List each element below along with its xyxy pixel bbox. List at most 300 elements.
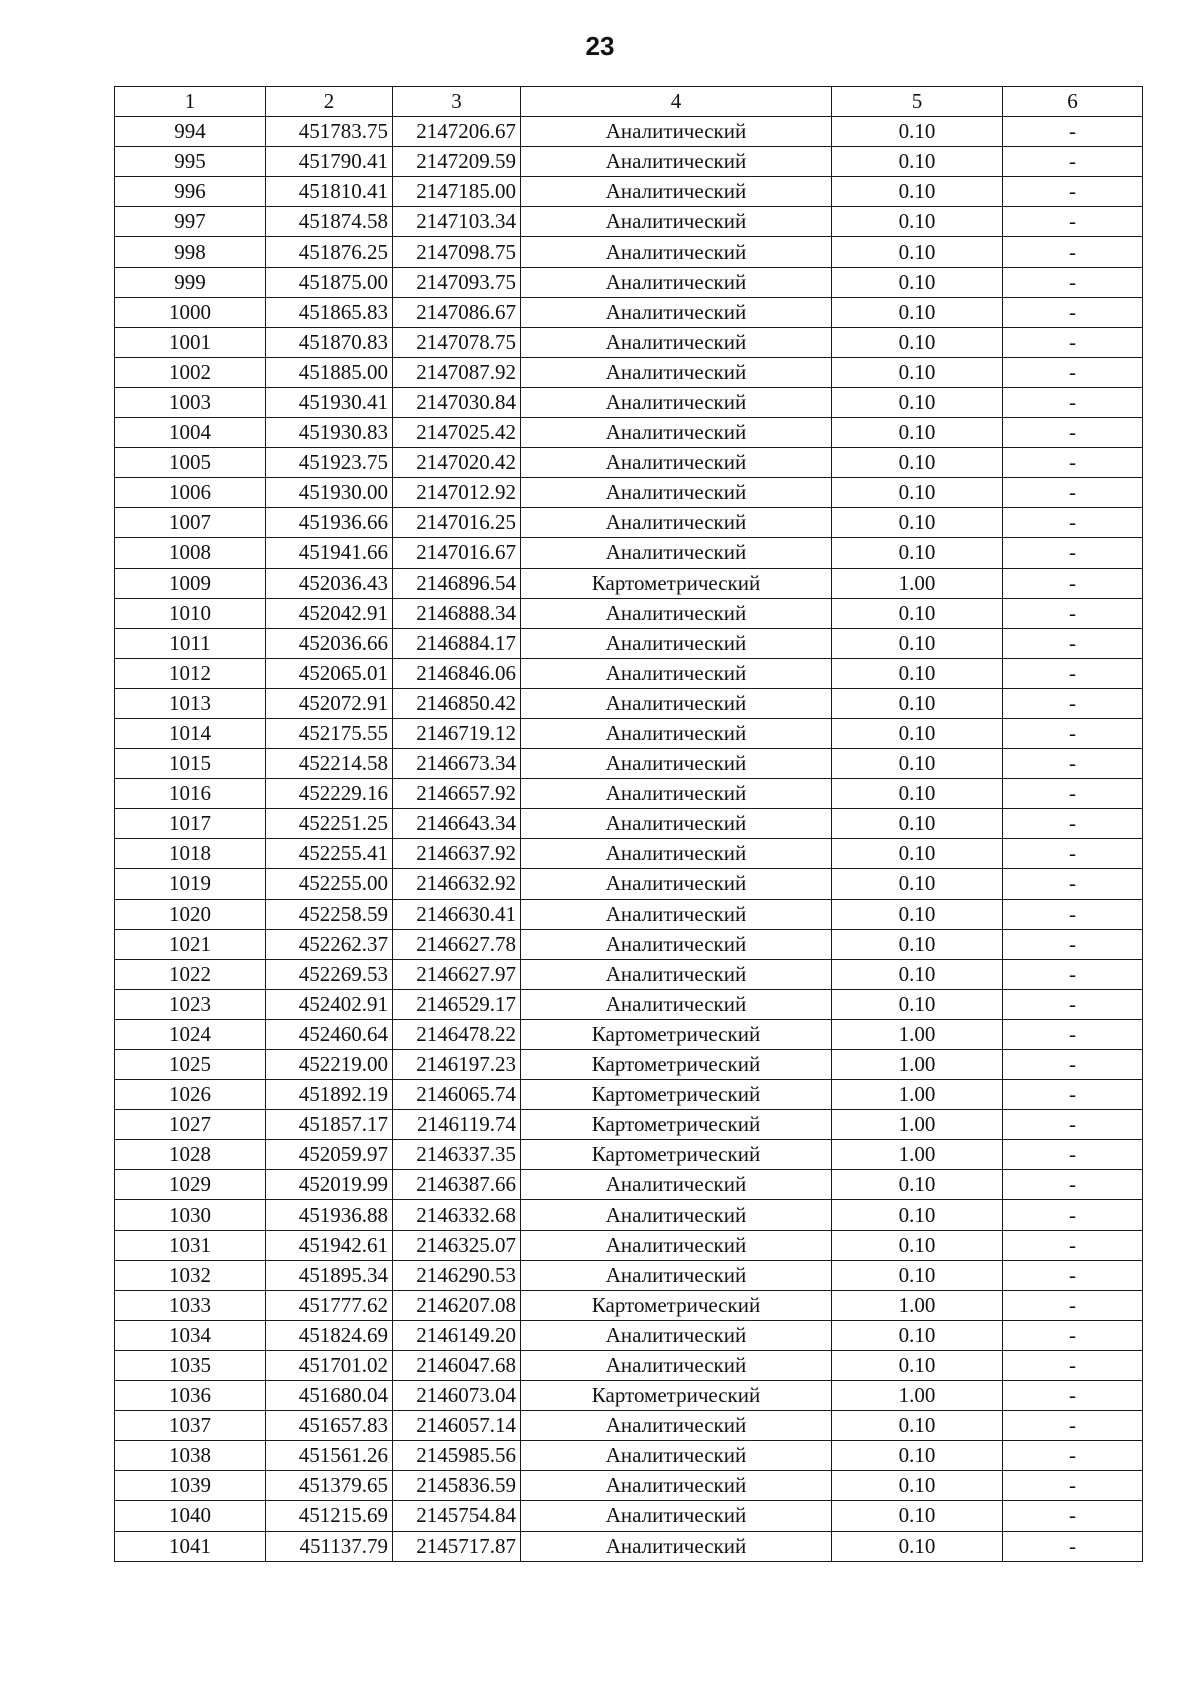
table-row <box>115 628 1143 658</box>
note-cell: - <box>1003 1170 1143 1200</box>
note-cell: - <box>1003 598 1143 628</box>
table-row <box>115 1381 1143 1411</box>
accuracy-cell: 0.10 <box>832 749 1003 779</box>
point-number-cell: 1028 <box>115 1140 266 1170</box>
table-row <box>115 1471 1143 1501</box>
x-coordinate-cell: 451936.88 <box>266 1200 393 1230</box>
accuracy-cell: 0.10 <box>832 297 1003 327</box>
method-cell: Картометрический <box>521 1290 832 1320</box>
x-coordinate-cell: 451942.61 <box>266 1230 393 1260</box>
point-number-cell: 994 <box>115 117 266 147</box>
x-coordinate-cell: 451810.41 <box>266 177 393 207</box>
x-coordinate-cell: 451930.83 <box>266 418 393 448</box>
table-row <box>115 899 1143 929</box>
point-number-cell: 1041 <box>115 1531 266 1561</box>
method-cell: Аналитический <box>521 959 832 989</box>
note-cell: - <box>1003 779 1143 809</box>
y-coordinate-cell: 2146073.04 <box>393 1381 521 1411</box>
accuracy-cell: 0.10 <box>832 1230 1003 1260</box>
accuracy-cell: 0.10 <box>832 718 1003 748</box>
note-cell: - <box>1003 989 1143 1019</box>
table-row <box>115 658 1143 688</box>
note-cell: - <box>1003 929 1143 959</box>
y-coordinate-cell: 2146529.17 <box>393 989 521 1019</box>
accuracy-cell: 0.10 <box>832 267 1003 297</box>
method-cell: Аналитический <box>521 237 832 267</box>
point-number-cell: 1037 <box>115 1411 266 1441</box>
table-row <box>115 749 1143 779</box>
note-cell: - <box>1003 1140 1143 1170</box>
method-cell: Аналитический <box>521 177 832 207</box>
table-row <box>115 418 1143 448</box>
x-coordinate-cell: 452258.59 <box>266 899 393 929</box>
method-cell: Аналитический <box>521 207 832 237</box>
point-number-cell: 1033 <box>115 1290 266 1320</box>
table-row <box>115 1501 1143 1531</box>
note-cell: - <box>1003 628 1143 658</box>
y-coordinate-cell: 2147098.75 <box>393 237 521 267</box>
accuracy-cell: 0.10 <box>832 869 1003 899</box>
x-coordinate-cell: 451865.83 <box>266 297 393 327</box>
method-cell: Аналитический <box>521 1170 832 1200</box>
y-coordinate-cell: 2147093.75 <box>393 267 521 297</box>
method-cell: Аналитический <box>521 1230 832 1260</box>
column-header-3: 3 <box>393 87 521 117</box>
y-coordinate-cell: 2146047.68 <box>393 1350 521 1380</box>
note-cell: - <box>1003 718 1143 748</box>
y-coordinate-cell: 2146632.92 <box>393 869 521 899</box>
y-coordinate-cell: 2146637.92 <box>393 839 521 869</box>
x-coordinate-cell: 451857.17 <box>266 1110 393 1140</box>
note-cell: - <box>1003 959 1143 989</box>
method-cell: Аналитический <box>521 147 832 177</box>
y-coordinate-cell: 2146149.20 <box>393 1320 521 1350</box>
accuracy-cell: 0.10 <box>832 1411 1003 1441</box>
accuracy-cell: 0.10 <box>832 1441 1003 1471</box>
method-cell: Аналитический <box>521 478 832 508</box>
method-cell: Картометрический <box>521 1080 832 1110</box>
method-cell: Аналитический <box>521 1350 832 1380</box>
note-cell: - <box>1003 749 1143 779</box>
point-number-cell: 1040 <box>115 1501 266 1531</box>
note-cell: - <box>1003 1531 1143 1561</box>
accuracy-cell: 0.10 <box>832 357 1003 387</box>
x-coordinate-cell: 452251.25 <box>266 809 393 839</box>
y-coordinate-cell: 2146057.14 <box>393 1411 521 1441</box>
x-coordinate-cell: 451561.26 <box>266 1441 393 1471</box>
point-number-cell: 1004 <box>115 418 266 448</box>
method-cell: Аналитический <box>521 1260 832 1290</box>
table-row <box>115 869 1143 899</box>
table-row <box>115 989 1143 1019</box>
y-coordinate-cell: 2147020.42 <box>393 448 521 478</box>
y-coordinate-cell: 2146197.23 <box>393 1050 521 1080</box>
note-cell: - <box>1003 1050 1143 1080</box>
point-number-cell: 1005 <box>115 448 266 478</box>
y-coordinate-cell: 2146627.78 <box>393 929 521 959</box>
x-coordinate-cell: 451783.75 <box>266 117 393 147</box>
x-coordinate-cell: 451936.66 <box>266 508 393 538</box>
x-coordinate-cell: 452036.43 <box>266 568 393 598</box>
point-number-cell: 1017 <box>115 809 266 839</box>
note-cell: - <box>1003 237 1143 267</box>
y-coordinate-cell: 2147086.67 <box>393 297 521 327</box>
method-cell: Аналитический <box>521 117 832 147</box>
x-coordinate-cell: 451930.41 <box>266 387 393 417</box>
table-row <box>115 117 1143 147</box>
note-cell: - <box>1003 1501 1143 1531</box>
accuracy-cell: 1.00 <box>832 1290 1003 1320</box>
note-cell: - <box>1003 1471 1143 1501</box>
x-coordinate-cell: 451215.69 <box>266 1501 393 1531</box>
x-coordinate-cell: 451895.34 <box>266 1260 393 1290</box>
note-cell: - <box>1003 658 1143 688</box>
method-cell: Картометрический <box>521 1019 832 1049</box>
table-row <box>115 1350 1143 1380</box>
x-coordinate-cell: 451870.83 <box>266 327 393 357</box>
table-row <box>115 598 1143 628</box>
method-cell: Аналитический <box>521 1441 832 1471</box>
point-number-cell: 998 <box>115 237 266 267</box>
note-cell: - <box>1003 809 1143 839</box>
y-coordinate-cell: 2146884.17 <box>393 628 521 658</box>
table-row <box>115 538 1143 568</box>
accuracy-cell: 0.10 <box>832 387 1003 417</box>
column-header-4: 4 <box>521 87 832 117</box>
accuracy-cell: 0.10 <box>832 809 1003 839</box>
accuracy-cell: 1.00 <box>832 1110 1003 1140</box>
x-coordinate-cell: 451701.02 <box>266 1350 393 1380</box>
table-row <box>115 1110 1143 1140</box>
table-row <box>115 387 1143 417</box>
table-row <box>115 688 1143 718</box>
table-row <box>115 1050 1143 1080</box>
y-coordinate-cell: 2147103.34 <box>393 207 521 237</box>
note-cell: - <box>1003 1290 1143 1320</box>
accuracy-cell: 1.00 <box>832 1080 1003 1110</box>
point-number-cell: 1021 <box>115 929 266 959</box>
table-row <box>115 1080 1143 1110</box>
x-coordinate-cell: 452175.55 <box>266 718 393 748</box>
column-header-1: 1 <box>115 87 266 117</box>
method-cell: Аналитический <box>521 658 832 688</box>
point-number-cell: 1031 <box>115 1230 266 1260</box>
table-row <box>115 357 1143 387</box>
table-row <box>115 1019 1143 1049</box>
y-coordinate-cell: 2146065.74 <box>393 1080 521 1110</box>
note-cell: - <box>1003 568 1143 598</box>
table-row <box>115 1290 1143 1320</box>
accuracy-cell: 0.10 <box>832 1531 1003 1561</box>
accuracy-cell: 0.10 <box>832 448 1003 478</box>
x-coordinate-cell: 451941.66 <box>266 538 393 568</box>
point-number-cell: 1006 <box>115 478 266 508</box>
point-number-cell: 995 <box>115 147 266 177</box>
method-cell: Картометрический <box>521 1381 832 1411</box>
table-row <box>115 267 1143 297</box>
y-coordinate-cell: 2147030.84 <box>393 387 521 417</box>
point-number-cell: 1024 <box>115 1019 266 1049</box>
table-row <box>115 1260 1143 1290</box>
accuracy-cell: 1.00 <box>832 1050 1003 1080</box>
table-row <box>115 177 1143 207</box>
method-cell: Аналитический <box>521 779 832 809</box>
page-number: 23 <box>585 31 615 61</box>
method-cell: Аналитический <box>521 418 832 448</box>
accuracy-cell: 1.00 <box>832 568 1003 598</box>
point-number-cell: 997 <box>115 207 266 237</box>
point-number-cell: 996 <box>115 177 266 207</box>
x-coordinate-cell: 452059.97 <box>266 1140 393 1170</box>
method-cell: Аналитический <box>521 327 832 357</box>
x-coordinate-cell: 452229.16 <box>266 779 393 809</box>
table-row <box>115 1200 1143 1230</box>
method-cell: Картометрический <box>521 1110 832 1140</box>
accuracy-cell: 0.10 <box>832 839 1003 869</box>
x-coordinate-cell: 452019.99 <box>266 1170 393 1200</box>
point-number-cell: 1002 <box>115 357 266 387</box>
table-row <box>115 207 1143 237</box>
y-coordinate-cell: 2147185.00 <box>393 177 521 207</box>
table-row <box>115 448 1143 478</box>
point-number-cell: 1008 <box>115 538 266 568</box>
table-row <box>115 568 1143 598</box>
method-cell: Картометрический <box>521 1140 832 1170</box>
method-cell: Аналитический <box>521 899 832 929</box>
x-coordinate-cell: 452219.00 <box>266 1050 393 1080</box>
note-cell: - <box>1003 387 1143 417</box>
table-row <box>115 327 1143 357</box>
column-header-6: 6 <box>1003 87 1143 117</box>
note-cell: - <box>1003 1411 1143 1441</box>
y-coordinate-cell: 2145754.84 <box>393 1501 521 1531</box>
y-coordinate-cell: 2146325.07 <box>393 1230 521 1260</box>
y-coordinate-cell: 2146888.34 <box>393 598 521 628</box>
note-cell: - <box>1003 1230 1143 1260</box>
point-number-cell: 1011 <box>115 628 266 658</box>
y-coordinate-cell: 2147087.92 <box>393 357 521 387</box>
accuracy-cell: 0.10 <box>832 779 1003 809</box>
x-coordinate-cell: 451680.04 <box>266 1381 393 1411</box>
point-number-cell: 1023 <box>115 989 266 1019</box>
x-coordinate-cell: 452255.00 <box>266 869 393 899</box>
note-cell: - <box>1003 147 1143 177</box>
point-number-cell: 1007 <box>115 508 266 538</box>
accuracy-cell: 0.10 <box>832 117 1003 147</box>
x-coordinate-cell: 452214.58 <box>266 749 393 779</box>
note-cell: - <box>1003 869 1143 899</box>
note-cell: - <box>1003 1441 1143 1471</box>
method-cell: Аналитический <box>521 839 832 869</box>
y-coordinate-cell: 2146657.92 <box>393 779 521 809</box>
method-cell: Картометрический <box>521 1050 832 1080</box>
point-number-cell: 1029 <box>115 1170 266 1200</box>
y-coordinate-cell: 2146332.68 <box>393 1200 521 1230</box>
y-coordinate-cell: 2147025.42 <box>393 418 521 448</box>
method-cell: Аналитический <box>521 1320 832 1350</box>
y-coordinate-cell: 2147016.25 <box>393 508 521 538</box>
accuracy-cell: 0.10 <box>832 628 1003 658</box>
point-number-cell: 1039 <box>115 1471 266 1501</box>
accuracy-cell: 0.10 <box>832 899 1003 929</box>
column-header-5: 5 <box>832 87 1003 117</box>
method-cell: Аналитический <box>521 267 832 297</box>
y-coordinate-cell: 2146627.97 <box>393 959 521 989</box>
note-cell: - <box>1003 1381 1143 1411</box>
table-row <box>115 779 1143 809</box>
accuracy-cell: 0.10 <box>832 688 1003 718</box>
y-coordinate-cell: 2146207.08 <box>393 1290 521 1320</box>
note-cell: - <box>1003 688 1143 718</box>
method-cell: Аналитический <box>521 297 832 327</box>
point-number-cell: 1036 <box>115 1381 266 1411</box>
x-coordinate-cell: 452065.01 <box>266 658 393 688</box>
point-number-cell: 1035 <box>115 1350 266 1380</box>
point-number-cell: 1000 <box>115 297 266 327</box>
note-cell: - <box>1003 418 1143 448</box>
accuracy-cell: 1.00 <box>832 1019 1003 1049</box>
method-cell: Аналитический <box>521 989 832 1019</box>
y-coordinate-cell: 2145985.56 <box>393 1441 521 1471</box>
x-coordinate-cell: 451875.00 <box>266 267 393 297</box>
point-number-cell: 1013 <box>115 688 266 718</box>
note-cell: - <box>1003 839 1143 869</box>
note-cell: - <box>1003 1320 1143 1350</box>
point-number-cell: 1038 <box>115 1441 266 1471</box>
table-row <box>115 1140 1143 1170</box>
method-cell: Аналитический <box>521 538 832 568</box>
y-coordinate-cell: 2146387.66 <box>393 1170 521 1200</box>
accuracy-cell: 0.10 <box>832 177 1003 207</box>
accuracy-cell: 0.10 <box>832 1501 1003 1531</box>
point-number-cell: 1027 <box>115 1110 266 1140</box>
x-coordinate-cell: 451657.83 <box>266 1411 393 1441</box>
method-cell: Аналитический <box>521 387 832 417</box>
note-cell: - <box>1003 538 1143 568</box>
note-cell: - <box>1003 1080 1143 1110</box>
point-number-cell: 1014 <box>115 718 266 748</box>
point-number-cell: 1022 <box>115 959 266 989</box>
accuracy-cell: 0.10 <box>832 598 1003 628</box>
y-coordinate-cell: 2146478.22 <box>393 1019 521 1049</box>
x-coordinate-cell: 451379.65 <box>266 1471 393 1501</box>
note-cell: - <box>1003 1260 1143 1290</box>
method-cell: Аналитический <box>521 749 832 779</box>
x-coordinate-cell: 452042.91 <box>266 598 393 628</box>
point-number-cell: 1019 <box>115 869 266 899</box>
y-coordinate-cell: 2145717.87 <box>393 1531 521 1561</box>
y-coordinate-cell: 2146719.12 <box>393 718 521 748</box>
x-coordinate-cell: 452262.37 <box>266 929 393 959</box>
x-coordinate-cell: 452036.66 <box>266 628 393 658</box>
note-cell: - <box>1003 448 1143 478</box>
point-number-cell: 1018 <box>115 839 266 869</box>
x-coordinate-cell: 451874.58 <box>266 207 393 237</box>
table-row <box>115 959 1143 989</box>
point-number-cell: 1032 <box>115 1260 266 1290</box>
method-cell: Картометрический <box>521 568 832 598</box>
x-coordinate-cell: 452269.53 <box>266 959 393 989</box>
accuracy-cell: 0.10 <box>832 418 1003 448</box>
accuracy-cell: 0.10 <box>832 237 1003 267</box>
y-coordinate-cell: 2147078.75 <box>393 327 521 357</box>
x-coordinate-cell: 451790.41 <box>266 147 393 177</box>
method-cell: Аналитический <box>521 357 832 387</box>
point-number-cell: 1020 <box>115 899 266 929</box>
note-cell: - <box>1003 1019 1143 1049</box>
point-number-cell: 999 <box>115 267 266 297</box>
note-cell: - <box>1003 1110 1143 1140</box>
point-number-cell: 1016 <box>115 779 266 809</box>
table-row <box>115 297 1143 327</box>
x-coordinate-cell: 451137.79 <box>266 1531 393 1561</box>
table-row <box>115 1531 1143 1561</box>
point-number-cell: 1030 <box>115 1200 266 1230</box>
method-cell: Аналитический <box>521 628 832 658</box>
note-cell: - <box>1003 1350 1143 1380</box>
point-number-cell: 1001 <box>115 327 266 357</box>
accuracy-cell: 0.10 <box>832 1260 1003 1290</box>
method-cell: Аналитический <box>521 869 832 899</box>
point-number-cell: 1003 <box>115 387 266 417</box>
table-row <box>115 237 1143 267</box>
accuracy-cell: 1.00 <box>832 1140 1003 1170</box>
y-coordinate-cell: 2145836.59 <box>393 1471 521 1501</box>
method-cell: Аналитический <box>521 1501 832 1531</box>
accuracy-cell: 0.10 <box>832 1200 1003 1230</box>
table-row <box>115 1170 1143 1200</box>
accuracy-cell: 0.10 <box>832 1170 1003 1200</box>
accuracy-cell: 0.10 <box>832 327 1003 357</box>
method-cell: Аналитический <box>521 688 832 718</box>
x-coordinate-cell: 452402.91 <box>266 989 393 1019</box>
point-number-cell: 1010 <box>115 598 266 628</box>
method-cell: Аналитический <box>521 1411 832 1441</box>
method-cell: Аналитический <box>521 718 832 748</box>
method-cell: Аналитический <box>521 1531 832 1561</box>
table-row <box>115 1320 1143 1350</box>
y-coordinate-cell: 2147206.67 <box>393 117 521 147</box>
table-row <box>115 1230 1143 1260</box>
column-header-2: 2 <box>266 87 393 117</box>
table-row <box>115 839 1143 869</box>
accuracy-cell: 0.10 <box>832 658 1003 688</box>
note-cell: - <box>1003 267 1143 297</box>
y-coordinate-cell: 2146643.34 <box>393 809 521 839</box>
y-coordinate-cell: 2146630.41 <box>393 899 521 929</box>
table-row <box>115 718 1143 748</box>
x-coordinate-cell: 451876.25 <box>266 237 393 267</box>
accuracy-cell: 1.00 <box>832 1381 1003 1411</box>
method-cell: Аналитический <box>521 598 832 628</box>
y-coordinate-cell: 2147012.92 <box>393 478 521 508</box>
accuracy-cell: 0.10 <box>832 959 1003 989</box>
method-cell: Аналитический <box>521 508 832 538</box>
accuracy-cell: 0.10 <box>832 147 1003 177</box>
x-coordinate-cell: 451923.75 <box>266 448 393 478</box>
y-coordinate-cell: 2146850.42 <box>393 688 521 718</box>
method-cell: Аналитический <box>521 809 832 839</box>
x-coordinate-cell: 452255.41 <box>266 839 393 869</box>
x-coordinate-cell: 452072.91 <box>266 688 393 718</box>
table-row <box>115 809 1143 839</box>
note-cell: - <box>1003 508 1143 538</box>
accuracy-cell: 0.10 <box>832 1471 1003 1501</box>
note-cell: - <box>1003 478 1143 508</box>
x-coordinate-cell: 451930.00 <box>266 478 393 508</box>
accuracy-cell: 0.10 <box>832 1350 1003 1380</box>
table-row <box>115 1441 1143 1471</box>
